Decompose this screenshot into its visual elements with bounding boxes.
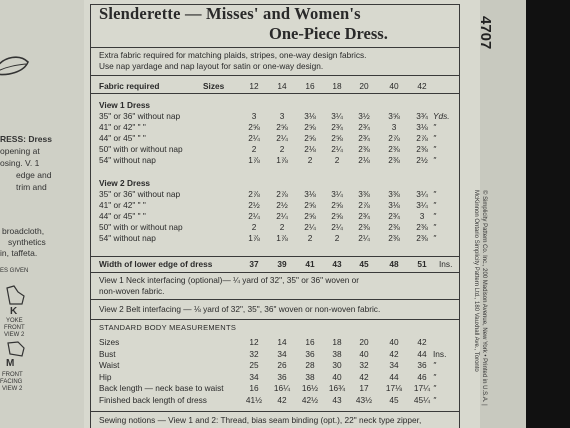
fabric-value-cell: 2⅞ — [248, 189, 260, 199]
fabric-value-cell: 2⅜ — [358, 144, 370, 154]
body-row-label: Bust — [99, 348, 116, 359]
size-header-cell: 14 — [277, 81, 287, 91]
fabric-value-cell: 1⅞ — [248, 155, 260, 165]
fabric-value-cell: 3¼ — [416, 189, 428, 199]
fabric-value-cell: 2⅝ — [331, 211, 343, 221]
fabric-value-cell: 3⅛ — [416, 122, 428, 132]
fabric-value-cell: 2¾ — [358, 211, 370, 221]
fabric-value-cell: 3 — [279, 111, 285, 121]
body-value-cell: 36 — [417, 360, 427, 370]
sizes-header: Sizes — [203, 81, 225, 91]
body-row-unit: " — [433, 383, 436, 393]
body-value-cell: 26 — [277, 360, 287, 370]
body-value-cell: 42 — [389, 348, 399, 359]
body-value-cell: 34 — [277, 348, 287, 359]
body-value-cell: 32 — [359, 360, 369, 370]
fabric-value-cell: 2⅞ — [358, 200, 370, 210]
fabric-value-cell: 2 — [334, 233, 340, 243]
body-value-cell: 38 — [305, 371, 315, 382]
ditto-marks: " " — [135, 122, 146, 132]
front-facing-piece-icon — [6, 340, 28, 358]
fabric-value-cell: 3⅛ — [304, 189, 316, 199]
fabric-value-cell: 2¼ — [358, 233, 370, 243]
fabric-value-cell: 3 — [419, 211, 425, 221]
fabric-value-cell: 2⅝ — [304, 122, 316, 132]
body-row-unit: " — [433, 394, 436, 405]
body-value-cell: 16¼ — [273, 383, 291, 393]
fabric-row-unit: " — [433, 133, 436, 143]
fabric-row-label: 44" or 45" " " — [99, 133, 146, 143]
fabric-value-cell: 3¾ — [416, 111, 428, 121]
fabric-value-cell: 3¼ — [331, 189, 343, 199]
neck-interfacing-line: View 1 Neck interfacing (optional)— ¼ yard of 32", 35" or 36" woven or — [99, 275, 360, 285]
yoke-piece-icon — [4, 284, 26, 306]
piece-label: FRONT — [4, 325, 25, 331]
body-value-cell: 40 — [332, 371, 342, 382]
neck-interfacing-line2: non-woven fabric. — [99, 286, 165, 296]
fabric-value-cell: 2⅜ — [358, 222, 370, 232]
garment-sketch-icon — [0, 46, 34, 86]
fabric-value-cell: 1⅞ — [276, 155, 288, 165]
fabric-value-cell: 2⅝ — [304, 200, 316, 210]
body-value-cell: 17¼ — [413, 383, 431, 393]
size-header-cell: 16 — [305, 81, 315, 91]
hem-value-cell: 51 — [417, 259, 427, 269]
body-value-cell: 14 — [277, 337, 287, 347]
body-row-label: Waist — [99, 360, 120, 370]
hem-value-cell: 37 — [249, 259, 259, 269]
fabric-value-cell: 2⅜ — [416, 233, 428, 243]
fabric-value-cell: 2¼ — [331, 222, 343, 232]
fabric-row-label: 54" without nap — [99, 155, 156, 165]
piece-label: FACING — [0, 379, 23, 385]
pattern-title: Slenderette — Misses' and Women's — [99, 4, 361, 23]
fabric-value-cell: 2¾ — [331, 122, 343, 132]
fabric-value-cell: 2⅝ — [248, 122, 260, 132]
body-value-cell: 16¾ — [328, 383, 346, 393]
left-text-line: edge and — [16, 170, 52, 180]
fabric-value-cell: 2⅞ — [276, 189, 288, 199]
ditto-marks: " " — [135, 133, 146, 143]
pattern-envelope-back — [84, 0, 480, 428]
left-text-line: opening at — [0, 146, 40, 156]
body-row-unit: " — [433, 360, 436, 370]
fabric-row-label: 35" or 36" without nap — [99, 111, 181, 121]
body-value-cell: 42 — [359, 371, 369, 382]
fabric-value-cell: 2⅛ — [358, 155, 370, 165]
left-text-line: synthetics — [8, 237, 46, 247]
body-value-cell: 45 — [389, 394, 399, 405]
body-value-cell: 45¼ — [413, 394, 431, 405]
fabric-row-label: 41" or 42" " " — [99, 200, 146, 210]
left-text-line: trim and — [16, 182, 47, 192]
body-measurements-title: STANDARD BODY MEASUREMENTS — [99, 323, 237, 332]
fabric-value-cell: 2⅝ — [331, 200, 343, 210]
body-value-cell: 34 — [389, 360, 399, 370]
fabric-note-line: Extra fabric required for matching plaids, stripes, one-way design fabrics. — [99, 50, 367, 60]
piece-label: VIEW 2 — [4, 332, 25, 338]
fabric-value-cell: 2⅞ — [388, 133, 400, 143]
hem-value-cell: 39 — [277, 259, 287, 269]
fabric-value-cell: 2⅛ — [304, 144, 316, 154]
fabric-value-cell: 2¾ — [388, 211, 400, 221]
hem-value-cell: 45 — [359, 259, 369, 269]
belt-interfacing-line: View 2 Belt interfacing — ⅛ yard of 32", 35", 36" woven or non-woven fabric. — [99, 304, 381, 314]
hem-value-cell: 43 — [332, 259, 342, 269]
background-edge — [526, 0, 570, 428]
fabric-row-label: 41" or 42" " " — [99, 122, 146, 132]
yardage-chart-box — [90, 4, 460, 428]
fabric-table-header: Fabric required — [99, 81, 160, 91]
size-header-cell: 12 — [249, 81, 259, 91]
fabric-value-cell: 2 — [307, 233, 313, 243]
body-value-cell: 12 — [249, 337, 259, 347]
left-text-line: osing. V. 1 — [0, 158, 40, 168]
fabric-value-cell: 2⅝ — [304, 211, 316, 221]
body-value-cell: 16 — [249, 383, 259, 393]
fabric-value-cell: 3 — [391, 122, 397, 132]
body-value-cell: 17 — [359, 383, 369, 393]
fabric-value-cell: 2⅜ — [416, 222, 428, 232]
fabric-value-cell: 2⅝ — [304, 133, 316, 143]
hem-width-label: Width of lower edge of dress — [99, 259, 213, 269]
fabric-value-cell: 2⅞ — [416, 133, 428, 143]
body-value-cell: 36 — [305, 348, 315, 359]
pattern-title-line2: One-Piece Dress. — [269, 24, 388, 43]
fabric-value-cell: 2¾ — [358, 122, 370, 132]
body-value-cell: 43 — [332, 394, 342, 405]
fabric-value-cell: 2 — [334, 155, 340, 165]
body-row-label: Hip — [99, 371, 112, 382]
fabric-value-cell: 2 — [307, 155, 313, 165]
fabric-row-unit: " — [433, 211, 436, 221]
fabric-value-cell: 2⅜ — [416, 144, 428, 154]
body-value-cell: 32 — [249, 348, 259, 359]
fabric-row-unit: " — [433, 144, 436, 154]
size-header-cell: 40 — [389, 81, 399, 91]
fabric-row-unit: " — [433, 155, 436, 165]
body-row-unit: Ins. — [433, 348, 447, 359]
sewing-notions-line: Sewing notions — View 1 and 2: Thread, bias seam binding (opt.), 22" neck type zipper, — [99, 415, 422, 425]
body-value-cell: 20 — [359, 337, 369, 347]
fabric-value-cell: 2¼ — [276, 133, 288, 143]
fabric-value-cell: 2¼ — [331, 144, 343, 154]
fabric-value-cell: 3⅛ — [304, 111, 316, 121]
fabric-value-cell: 2¾ — [358, 133, 370, 143]
fabric-row-unit: " — [433, 122, 436, 132]
fabric-value-cell: 2 — [279, 222, 285, 232]
body-value-cell: 46 — [417, 371, 427, 382]
fabric-value-cell: 2⅜ — [388, 222, 400, 232]
ditto-marks: " " — [135, 200, 146, 210]
body-value-cell: 36 — [277, 371, 287, 382]
body-value-cell: 16 — [305, 337, 315, 347]
hem-value-cell: 41 — [305, 259, 315, 269]
fabric-value-cell: 2¼ — [304, 222, 316, 232]
fabric-value-cell: 2⅝ — [331, 133, 343, 143]
piece-letter: M — [6, 358, 15, 369]
body-row-unit: " — [433, 371, 436, 382]
body-value-cell: 30 — [332, 360, 342, 370]
body-value-cell: 25 — [249, 360, 259, 370]
fabric-row-label: 50" with or without nap — [99, 222, 183, 232]
fabric-value-cell: 3⅜ — [358, 189, 370, 199]
body-value-cell: 40 — [359, 348, 369, 359]
publisher-imprint: © Simplicity Pattern Co. Inc., 200 Madison Avenue, New York • Printed in U.S.A. | McKinnon Ontario Simplicity Pattern Ltd., 180 Vauxhall Ave., Toronto — [473, 190, 487, 406]
body-value-cell: 44 — [417, 348, 427, 359]
fabric-value-cell: 2⅜ — [388, 144, 400, 154]
left-page-edge — [0, 0, 84, 428]
piece-label: VIEW 2 — [2, 386, 23, 392]
size-header-cell: 42 — [417, 81, 427, 91]
fabric-value-cell: 2⅜ — [388, 233, 400, 243]
fabric-value-cell: 3⅝ — [388, 111, 400, 121]
body-value-cell: 28 — [305, 360, 315, 370]
fabric-value-cell: 2½ — [416, 155, 428, 165]
fabric-row-unit: " — [433, 222, 436, 232]
body-value-cell: 42 — [277, 394, 287, 405]
body-value-cell: 34 — [249, 371, 259, 382]
fabric-row-label: 54" without nap — [99, 233, 156, 243]
body-value-cell: 43½ — [355, 394, 373, 405]
fabric-value-cell: 2 — [279, 144, 285, 154]
body-value-cell: 42½ — [301, 394, 319, 405]
fabric-value-cell: 3½ — [358, 111, 370, 121]
fabric-row-label: 50" with or without nap — [99, 144, 183, 154]
fabric-value-cell: 3¼ — [331, 111, 343, 121]
fabric-value-cell: 2 — [251, 222, 257, 232]
piece-letter: K — [10, 306, 18, 317]
body-value-cell: 40 — [389, 337, 399, 347]
body-value-cell: 42 — [417, 337, 427, 347]
fabric-value-cell: 1⅞ — [276, 233, 288, 243]
fabric-row-label: 44" or 45" " " — [99, 211, 146, 221]
ditto-marks: " " — [135, 211, 146, 221]
fabric-value-cell: 3⅛ — [388, 200, 400, 210]
fabric-value-cell: 2 — [251, 144, 257, 154]
fabric-value-cell: 3⅜ — [388, 189, 400, 199]
size-header-cell: 18 — [332, 81, 342, 91]
fabric-value-cell: 2⅜ — [388, 155, 400, 165]
fabric-value-cell: 2¼ — [276, 211, 288, 221]
fabric-note-line: Use nap yardage and nap layout for satin or one-way design. — [99, 61, 324, 71]
left-text-line: RESS: Dress — [0, 134, 52, 144]
body-row-label: Back length — neck base to waist — [99, 383, 224, 393]
body-value-cell: 17⅛ — [385, 383, 403, 393]
fabric-value-cell: 2½ — [276, 200, 288, 210]
fabric-value-cell: 1⅞ — [248, 233, 260, 243]
fabric-row-label: 35" or 36" without nap — [99, 189, 181, 199]
fabric-value-cell: 2¼ — [248, 133, 260, 143]
view-title: View 2 Dress — [99, 178, 151, 188]
fabric-value-cell: 3 — [251, 111, 257, 121]
hem-unit: Ins. — [439, 259, 453, 269]
body-value-cell: 44 — [389, 371, 399, 382]
body-row-label: Sizes — [99, 337, 120, 347]
body-value-cell: 16½ — [301, 383, 319, 393]
body-value-cell: 41½ — [245, 394, 263, 405]
body-row-label: Finished back length of dress — [99, 394, 207, 405]
view-title: View 1 Dress — [99, 100, 151, 110]
fabric-value-cell: 2½ — [248, 200, 260, 210]
fabric-row-unit: " — [433, 200, 436, 210]
pattern-number: 4707 — [477, 16, 494, 50]
fabric-value-cell: 3¼ — [416, 200, 428, 210]
fabric-value-cell: 2⅝ — [276, 122, 288, 132]
left-text-line: ES GIVEN — [0, 268, 29, 274]
body-value-cell: 38 — [332, 348, 342, 359]
left-text-line: in, taffeta. — [0, 248, 38, 258]
body-value-cell: 18 — [332, 337, 342, 347]
piece-label: YOKE — [6, 318, 23, 324]
fabric-row-unit: " — [433, 233, 436, 243]
piece-label: FRONT — [2, 372, 23, 378]
left-text-line: broadcloth, — [2, 226, 45, 236]
size-header-cell: 20 — [359, 81, 369, 91]
fabric-row-unit: " — [433, 189, 436, 199]
fabric-row-unit: Yds. — [433, 111, 450, 121]
fabric-value-cell: 2¼ — [248, 211, 260, 221]
hem-value-cell: 48 — [389, 259, 399, 269]
